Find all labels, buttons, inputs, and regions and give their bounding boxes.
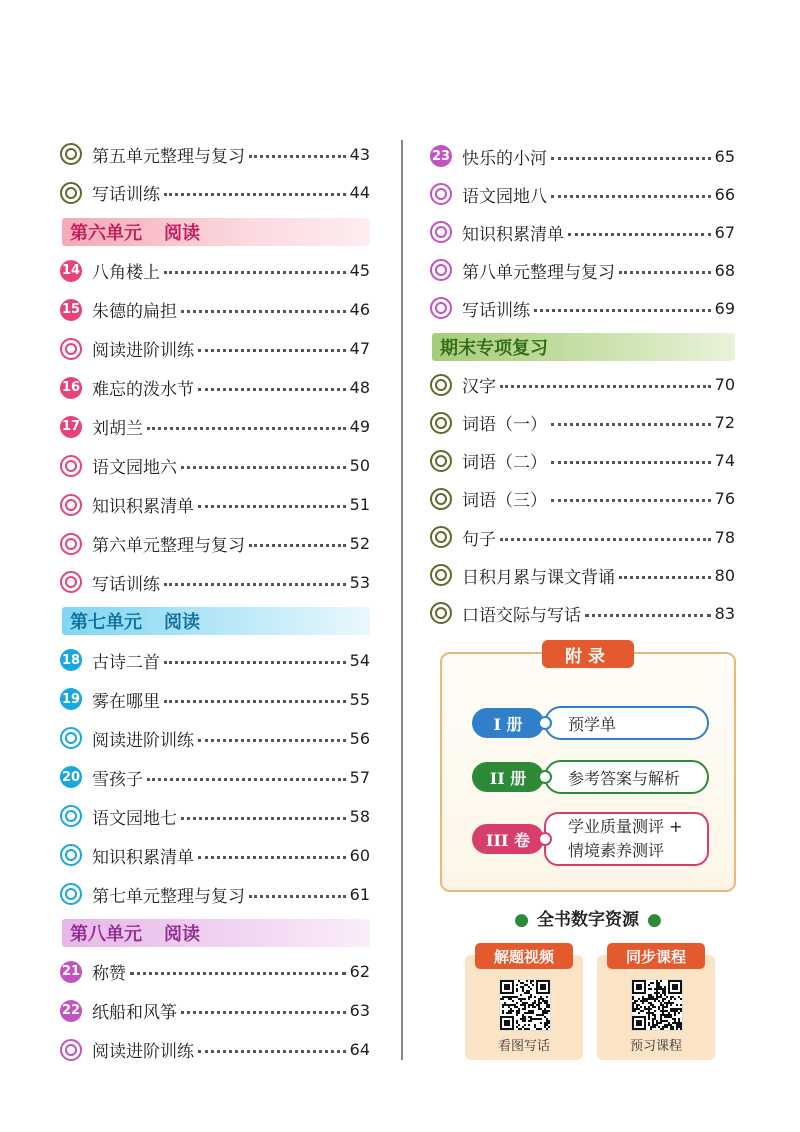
appendix-badge: II 册: [472, 762, 544, 792]
toc-entry-title: 朱德的扁担: [92, 302, 177, 323]
dot-leader: [130, 972, 346, 975]
toc-entry-page: 67: [714, 222, 735, 242]
double-circle-icon: [430, 450, 452, 472]
dot-leader: [534, 309, 711, 312]
toc-entry[interactable]: [430, 484, 735, 514]
qr-card-caption: 预习课程: [629, 1039, 682, 1054]
column-divider: [401, 140, 403, 1060]
double-circle-icon: [60, 844, 82, 866]
toc-entry[interactable]: [60, 801, 370, 831]
dot-leader: [198, 856, 346, 859]
dot-leader: [164, 583, 346, 586]
dot-leader: [198, 388, 346, 391]
toc-entry-title: 词语（二）: [462, 453, 547, 474]
double-circle-icon: [430, 259, 452, 281]
toc-entry-title: 雪孩子: [92, 769, 143, 790]
toc-entry[interactable]: [430, 522, 735, 552]
toc-entry-title: 写话训练: [462, 300, 530, 321]
dot-leader: [181, 466, 346, 469]
toc-entry[interactable]: [60, 412, 370, 442]
appendix-badge: III 卷: [472, 824, 544, 854]
toc-entry-title: 八角楼上: [92, 263, 160, 284]
toc-entry-page: 43: [349, 144, 370, 164]
toc-entry[interactable]: [60, 178, 370, 208]
toc-entry-title: 阅读进阶训练: [92, 341, 194, 362]
dot-leader: [249, 155, 346, 158]
toc-entry[interactable]: [60, 723, 370, 753]
double-circle-icon: [430, 374, 452, 396]
dot-leader: [551, 499, 711, 502]
digital-resources-heading: [440, 905, 736, 930]
toc-entry-page: 65: [714, 146, 735, 166]
toc-entry-title: 称赞: [92, 964, 126, 985]
double-circle-icon: [60, 338, 82, 360]
toc-entry[interactable]: [430, 217, 735, 247]
double-circle-icon: [60, 533, 82, 555]
connector-dot-icon: [538, 716, 552, 730]
bullet-icon: ●: [647, 910, 662, 930]
toc-entry-page: 69: [714, 298, 735, 318]
dot-leader: [249, 895, 346, 898]
toc-entry-title: 句子: [462, 529, 496, 550]
toc-entry-page: 63: [349, 1001, 370, 1021]
toc-entry[interactable]: [430, 293, 735, 323]
qr-card-label: 同步课程: [607, 943, 705, 969]
toc-entry[interactable]: [60, 139, 370, 169]
dot-leader: [198, 1050, 346, 1053]
appendix-badge: I 册: [472, 708, 544, 738]
section-unit: 第八单元: [70, 924, 142, 945]
section-unit: 第七单元: [70, 612, 142, 634]
toc-entry-page: 61: [349, 884, 370, 904]
dot-leader: [585, 614, 711, 617]
toc-entry-title: 第六单元整理与复习: [92, 536, 245, 556]
toc-entry-title: 知识积累清单: [92, 847, 194, 868]
toc-entry-page: 78: [714, 527, 735, 547]
appendix-item: [544, 760, 709, 794]
appendix-row-2[interactable]: [472, 760, 709, 794]
dot-leader: [198, 739, 346, 742]
section-header: [62, 218, 370, 246]
qr-code-icon[interactable]: [499, 979, 551, 1031]
bullet-icon: ●: [514, 910, 529, 930]
appendix-item-text: 预学单: [568, 714, 617, 734]
section-header: [432, 333, 735, 361]
dot-leader: [619, 576, 711, 579]
toc-entry-title: 阅读进阶训练: [92, 730, 194, 751]
toc-entry[interactable]: [60, 490, 370, 520]
dot-leader: [551, 195, 711, 198]
toc-entry-page: 48: [349, 378, 370, 398]
toc-entry[interactable]: [60, 879, 370, 909]
lesson-number-badge: 18: [60, 649, 82, 671]
toc-entry[interactable]: [60, 451, 370, 481]
toc-entry-page: 55: [349, 689, 370, 709]
toc-entry-title: 第五单元整理与复习: [92, 146, 245, 167]
toc-entry[interactable]: [60, 957, 370, 987]
toc-entry[interactable]: [430, 408, 735, 438]
toc-entry-title: 刘胡兰: [92, 419, 143, 440]
double-circle-icon: [430, 221, 452, 243]
dot-leader: [164, 271, 346, 274]
connector-dot-icon: [538, 832, 552, 846]
toc-entry[interactable]: [60, 684, 370, 714]
appendix-item: [544, 812, 709, 866]
toc-entry-page: 47: [349, 339, 370, 359]
section-unit: 期末专项复习: [440, 337, 548, 359]
dot-leader: [568, 233, 711, 236]
toc-entry[interactable]: [60, 840, 370, 870]
double-circle-icon: [60, 1039, 82, 1061]
toc-entry-title: 语文园地六: [92, 458, 177, 479]
toc-entry-title: 口语交际与写话: [462, 605, 581, 626]
qr-card-course[interactable]: [597, 947, 715, 1060]
toc-entry[interactable]: [60, 256, 370, 286]
appendix-heading: 附录: [542, 640, 634, 668]
toc-entry[interactable]: [60, 334, 370, 364]
double-circle-icon: [60, 143, 82, 165]
double-circle-icon: [430, 564, 452, 586]
lesson-number-badge: 17: [60, 416, 82, 438]
appendix-item-text: 学业质量测评 +: [568, 817, 683, 836]
double-circle-icon: [430, 488, 452, 510]
toc-entry-title: 阅读进阶训练: [92, 1042, 194, 1063]
double-circle-icon: [430, 183, 452, 205]
toc-entry[interactable]: [430, 598, 735, 628]
section-header: [62, 919, 370, 947]
toc-entry[interactable]: [60, 762, 370, 792]
toc-entry-page: 60: [349, 845, 370, 865]
dot-leader: [500, 538, 711, 541]
toc-entry-title: 难忘的泼水节: [92, 380, 194, 401]
toc-entry[interactable]: [430, 179, 735, 209]
lesson-number-badge: 16: [60, 377, 82, 399]
lesson-number-badge: 15: [60, 299, 82, 321]
toc-entry-title: 纸船和风筝: [92, 1003, 177, 1024]
qr-code-icon[interactable]: [631, 979, 683, 1031]
dot-leader: [147, 778, 346, 781]
dot-leader: [181, 310, 346, 313]
appendix-row-1[interactable]: [472, 706, 709, 740]
toc-entry-page: 80: [714, 565, 735, 585]
toc-entry-page: 46: [349, 300, 370, 320]
dot-leader: [619, 271, 711, 274]
toc-entry[interactable]: [430, 255, 735, 285]
toc-entry-page: 66: [714, 184, 735, 204]
toc-entry-title: 知识积累清单: [462, 224, 564, 245]
lesson-number-badge: 23: [430, 145, 452, 167]
appendix-box: [440, 646, 736, 892]
toc-entry-page: 57: [349, 767, 370, 787]
section-label: 阅读: [164, 222, 200, 244]
qr-card-label: 解题视频: [475, 943, 573, 969]
double-circle-icon: [60, 494, 82, 516]
toc-entry[interactable]: [430, 560, 735, 590]
toc-entry-page: 56: [349, 728, 370, 748]
lesson-number-badge: 22: [60, 1000, 82, 1022]
toc-entry-title: 语文园地八: [462, 186, 547, 207]
section-unit: 第六单元: [70, 222, 142, 244]
dot-leader: [551, 423, 711, 426]
dot-leader: [164, 193, 346, 196]
toc-entry-title: 日积月累与课文背诵: [462, 567, 615, 588]
qr-card-caption: 看图写话: [497, 1039, 550, 1054]
toc-entry-page: 52: [349, 534, 370, 553]
toc-entry-title: 快乐的小河: [462, 148, 547, 169]
toc-entry[interactable]: [60, 567, 370, 597]
toc-entry-title: 雾在哪里: [92, 691, 160, 712]
toc-entry-page: 74: [714, 451, 735, 471]
qr-card-video[interactable]: [465, 947, 583, 1060]
dot-leader: [181, 817, 346, 820]
toc-entry-page: 76: [714, 489, 735, 509]
toc-entry-page: 51: [349, 495, 370, 515]
toc-entry-page: 53: [349, 572, 370, 592]
double-circle-icon: [60, 182, 82, 204]
dot-leader: [164, 661, 346, 664]
appendix-row-3[interactable]: [472, 812, 709, 866]
toc-entry-title: 知识积累清单: [92, 497, 194, 518]
double-circle-icon: [60, 727, 82, 749]
toc-entry-page: 45: [349, 261, 370, 281]
toc-entry-title: 词语（三）: [462, 491, 547, 512]
toc-entry-page: 44: [349, 183, 370, 203]
toc-entry-title: 写话训练: [92, 185, 160, 206]
lesson-number-badge: 21: [60, 961, 82, 983]
toc-entry-title: 汉字: [462, 377, 496, 398]
toc-entry-page: 72: [714, 413, 735, 433]
dot-leader: [181, 1011, 346, 1014]
toc-entry[interactable]: [60, 1035, 370, 1065]
dot-leader: [500, 385, 711, 388]
double-circle-icon: [60, 883, 82, 905]
dot-leader: [147, 427, 346, 430]
lesson-number-badge: 14: [60, 260, 82, 282]
double-circle-icon: [430, 412, 452, 434]
toc-entry[interactable]: [430, 446, 735, 476]
dot-leader: [551, 461, 711, 464]
toc-entry-page: 62: [349, 962, 370, 982]
lesson-number-badge: 19: [60, 688, 82, 710]
connector-dot-icon: [538, 770, 552, 784]
double-circle-icon: [430, 526, 452, 548]
toc-entry-page: 49: [349, 417, 370, 437]
toc-entry[interactable]: [430, 141, 735, 171]
toc-entry-page: 70: [714, 375, 735, 395]
appendix-item-text: 参考答案与解析: [568, 768, 681, 788]
dot-leader: [164, 700, 346, 703]
toc-entry-page: 64: [349, 1040, 370, 1060]
double-circle-icon: [430, 602, 452, 624]
toc-entry-title: 词语（一）: [462, 415, 547, 436]
toc-entry-title: 写话训练: [92, 574, 160, 595]
dot-leader: [198, 505, 346, 508]
double-circle-icon: [60, 571, 82, 593]
toc-entry[interactable]: [60, 295, 370, 325]
toc-entry[interactable]: [430, 370, 735, 400]
toc-entry-title: 古诗二首: [92, 652, 160, 673]
toc-entry[interactable]: [60, 645, 370, 675]
toc-entry[interactable]: [60, 529, 370, 559]
dot-leader: [551, 157, 711, 160]
digital-heading-text: 全书数字资源: [537, 910, 639, 930]
dot-leader: [198, 349, 346, 352]
double-circle-icon: [60, 805, 82, 827]
toc-entry-page: 58: [349, 806, 370, 826]
toc-entry-title: 第七单元整理与复习: [92, 886, 245, 907]
toc-entry-title: 第八单元整理与复习: [462, 262, 615, 283]
lesson-number-badge: 20: [60, 766, 82, 788]
toc-entry-page: 68: [714, 260, 735, 280]
toc-entry-title: 语文园地七: [92, 808, 177, 829]
appendix-item-text: 情境素养测评: [568, 841, 665, 860]
section-label: 阅读: [164, 924, 200, 945]
toc-entry[interactable]: [60, 373, 370, 403]
toc-entry-page: 50: [349, 456, 370, 476]
section-label: 阅读: [164, 612, 200, 634]
dot-leader: [249, 544, 346, 547]
section-header: [62, 607, 370, 635]
appendix-item: [544, 706, 709, 740]
toc-entry-page: 83: [714, 603, 735, 623]
double-circle-icon: [430, 297, 452, 319]
toc-entry-page: 54: [349, 650, 370, 670]
toc-entry[interactable]: [60, 996, 370, 1026]
double-circle-icon: [60, 455, 82, 477]
